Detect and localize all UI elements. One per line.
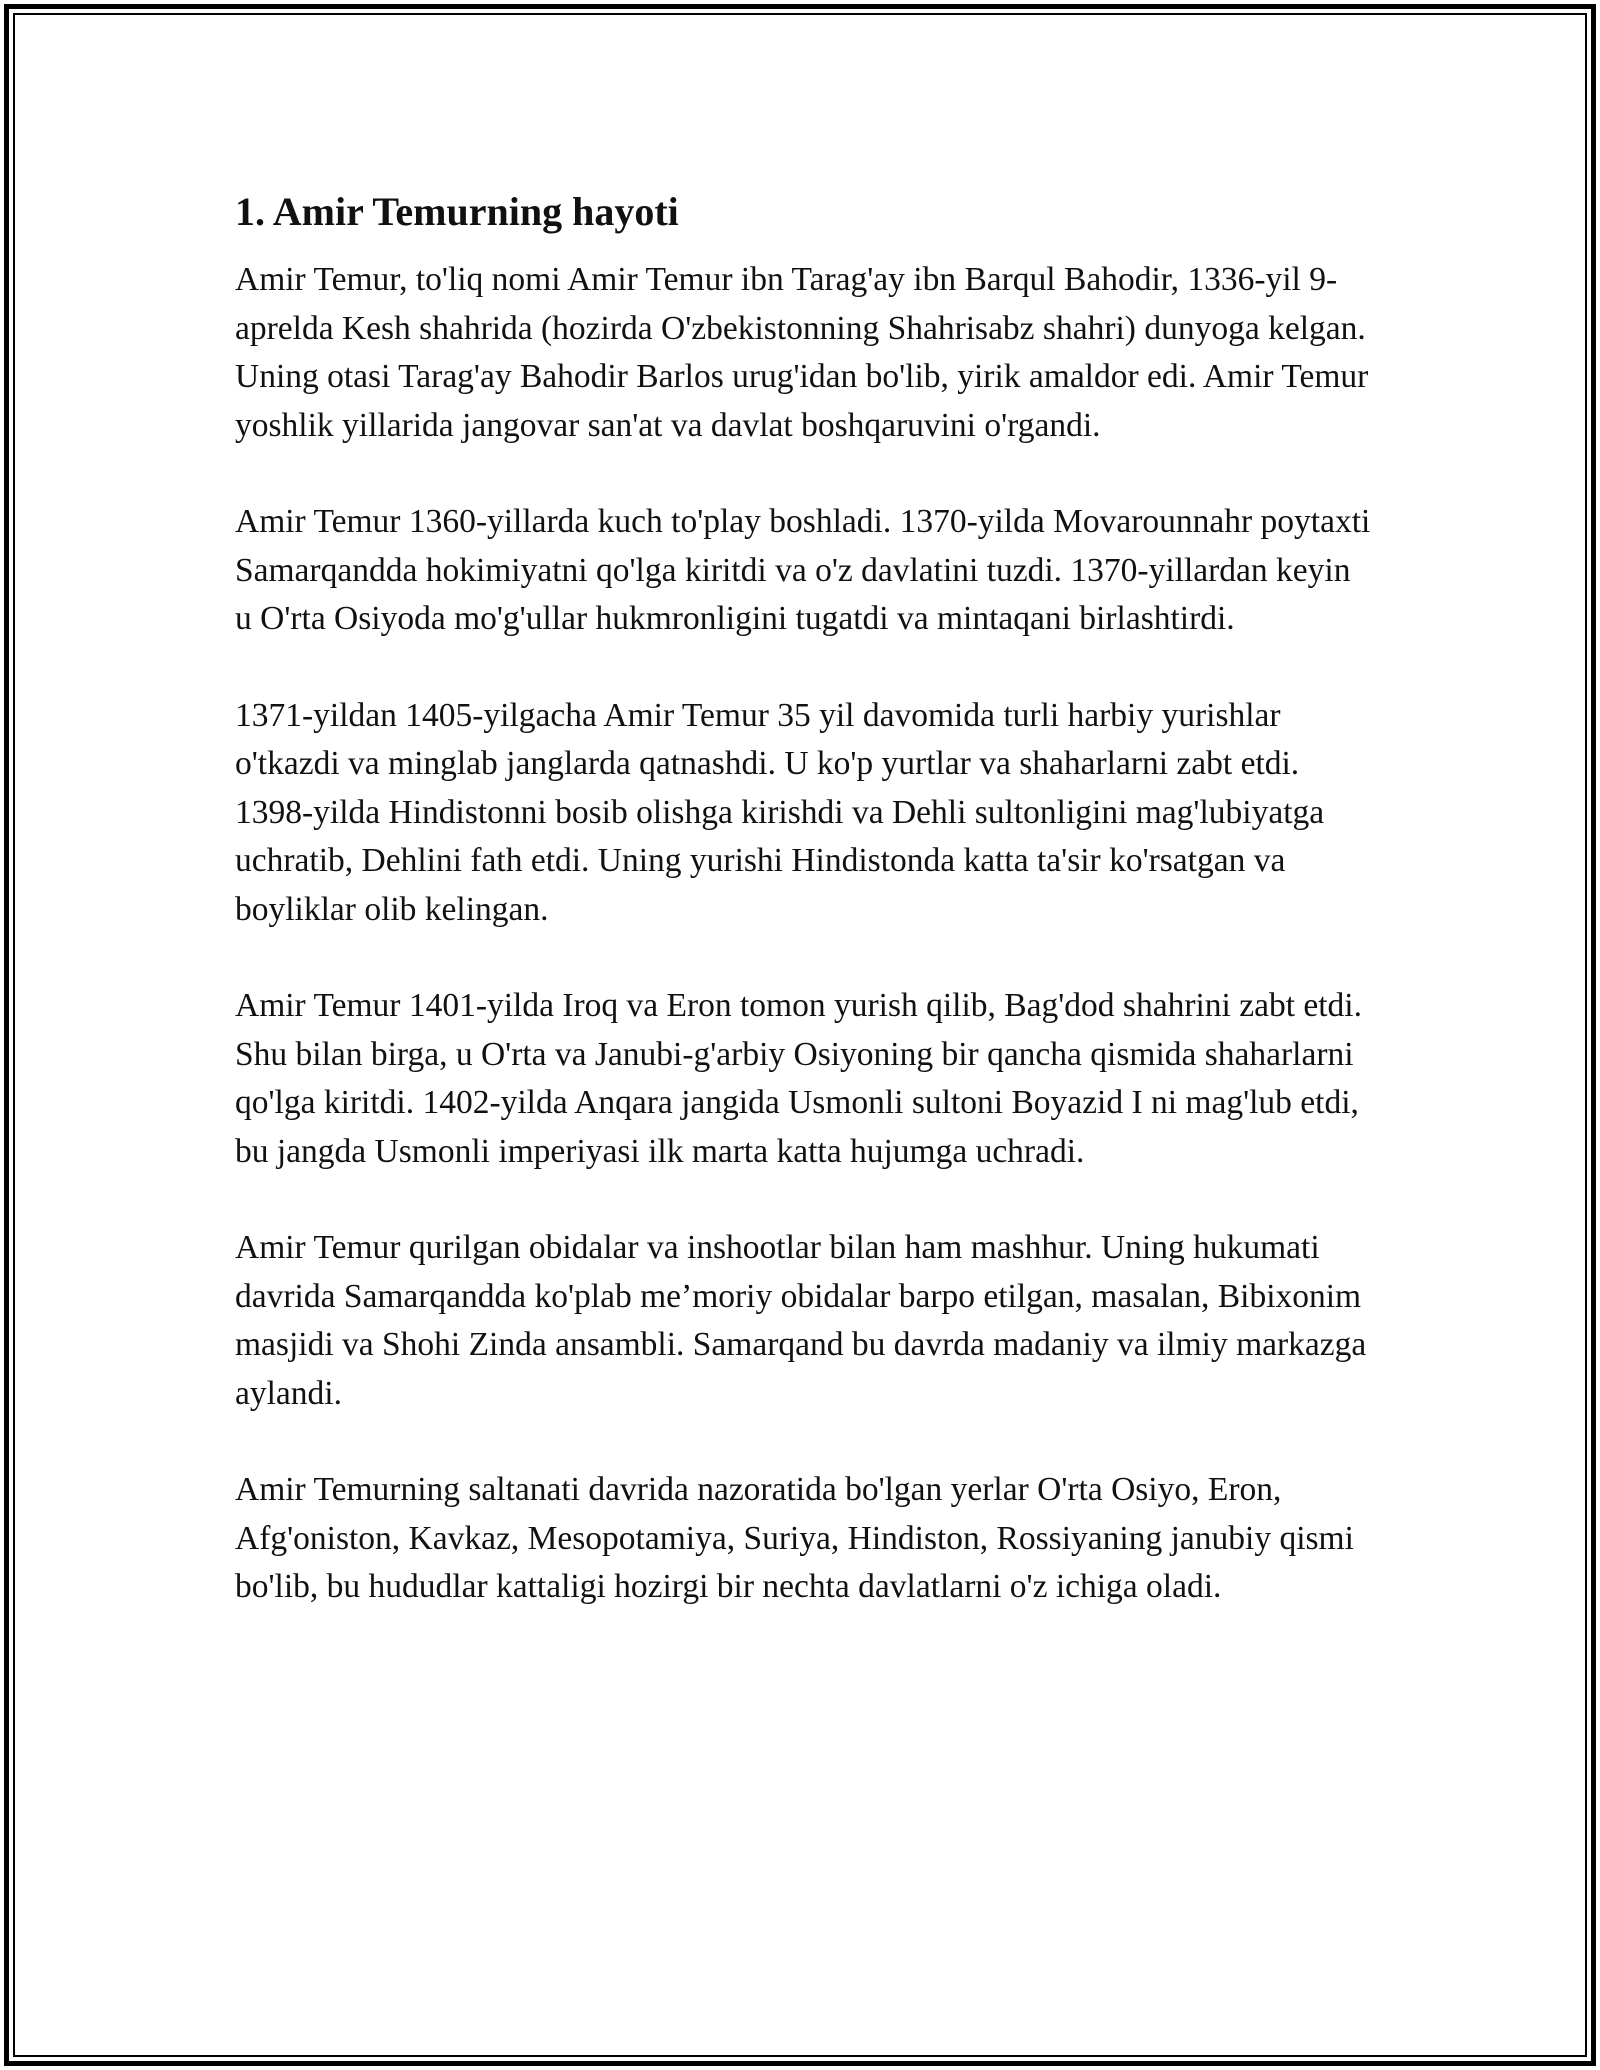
section-heading: 1. Amir Temurning hayoti — [235, 189, 679, 234]
paragraph-military-campaigns: 1371-yildan 1405-yilgacha Amir Temur 35 yil davomida turli harbiy yurishlar o'tkazdi va minglab janglarda qatnashdi. U ko'p yurtlar va shaharlarni zabt etdi. 1398-yilda Hindistonni bosib olishga kirishdi va Dehli sultonligini mag'lubiyatga uchratib, Dehlini fath etdi. Uning yurishi Hindistonda katta ta'sir ko'rsatgan va boyliklar olib kelingan. — [235, 696, 1325, 928]
paragraph-architecture: Amir Temur qurilgan obidalar va inshootlar bilan ham mashhur. Uning hukumati davrida Samarqandda ko'plab me’moriy obidalar barpo etilgan, masalan, Bibixonim masjidi va Shohi Zinda ansambli. Samarqand bu davrda madaniy va ilmiy markazga aylandi. — [235, 1229, 1367, 1412]
paragraph-rise-to-power: Amir Temur 1360-yillarda kuch to'play boshladi. 1370-yilda Movarounnahr poytaxti Samarqandda hokimiyatni qo'lga kiritdi va o'z davlatini tuzdi. 1370-yillardan keyin u O'rta Osiyoda mo'g'ullar hukmronligini tugatdi va mintaqani birlashtirdi. — [235, 503, 1371, 637]
paragraph-western-campaigns: Amir Temur 1401-yilda Iroq va Eron tomon yurish qilib, Bag'dod shahrini zabt etdi. Shu bilan birga, u O'rta va Janubi-g'arbiy Osiyoning bir qancha qismida shaharlarni qo'lga kiritdi. 1402-yilda Anqara jangida Usmonli sultoni Boyazid I ni mag'lub etdi, bu jangda Usmonli imperiyasi ilk marta katta hujumga uchradi. — [235, 987, 1362, 1170]
document-body — [235, 186, 1375, 1660]
paragraph-empire-extent: Amir Temurning saltanati davrida nazoratida bo'lgan yerlar O'rta Osiyo, Eron, Afg'oniston, Kavkaz, Mesopotamiya, Suriya, Hindiston, Rossiyaning janubiy qismi bo'lib, bu hududlar kattaligi hozirgi bir nechta davlatlarni o'z ichiga oladi. — [235, 1471, 1354, 1605]
paragraph-early-life: Amir Temur, to'liq nomi Amir Temur ibn Tarag'ay ibn Barqul Bahodir, 1336-yil 9-aprelda Kesh shahrida (hozirda O'zbekistonning Shahrisabz shahri) dunyoga kelgan. Uning otasi Tarag'ay Bahodir Barlos urug'idan bo'lib, yirik amaldor edi. Amir Temur yoshlik yillarida jangovar san'at va davlat boshqaruvini o'rgandi. — [235, 261, 1369, 444]
